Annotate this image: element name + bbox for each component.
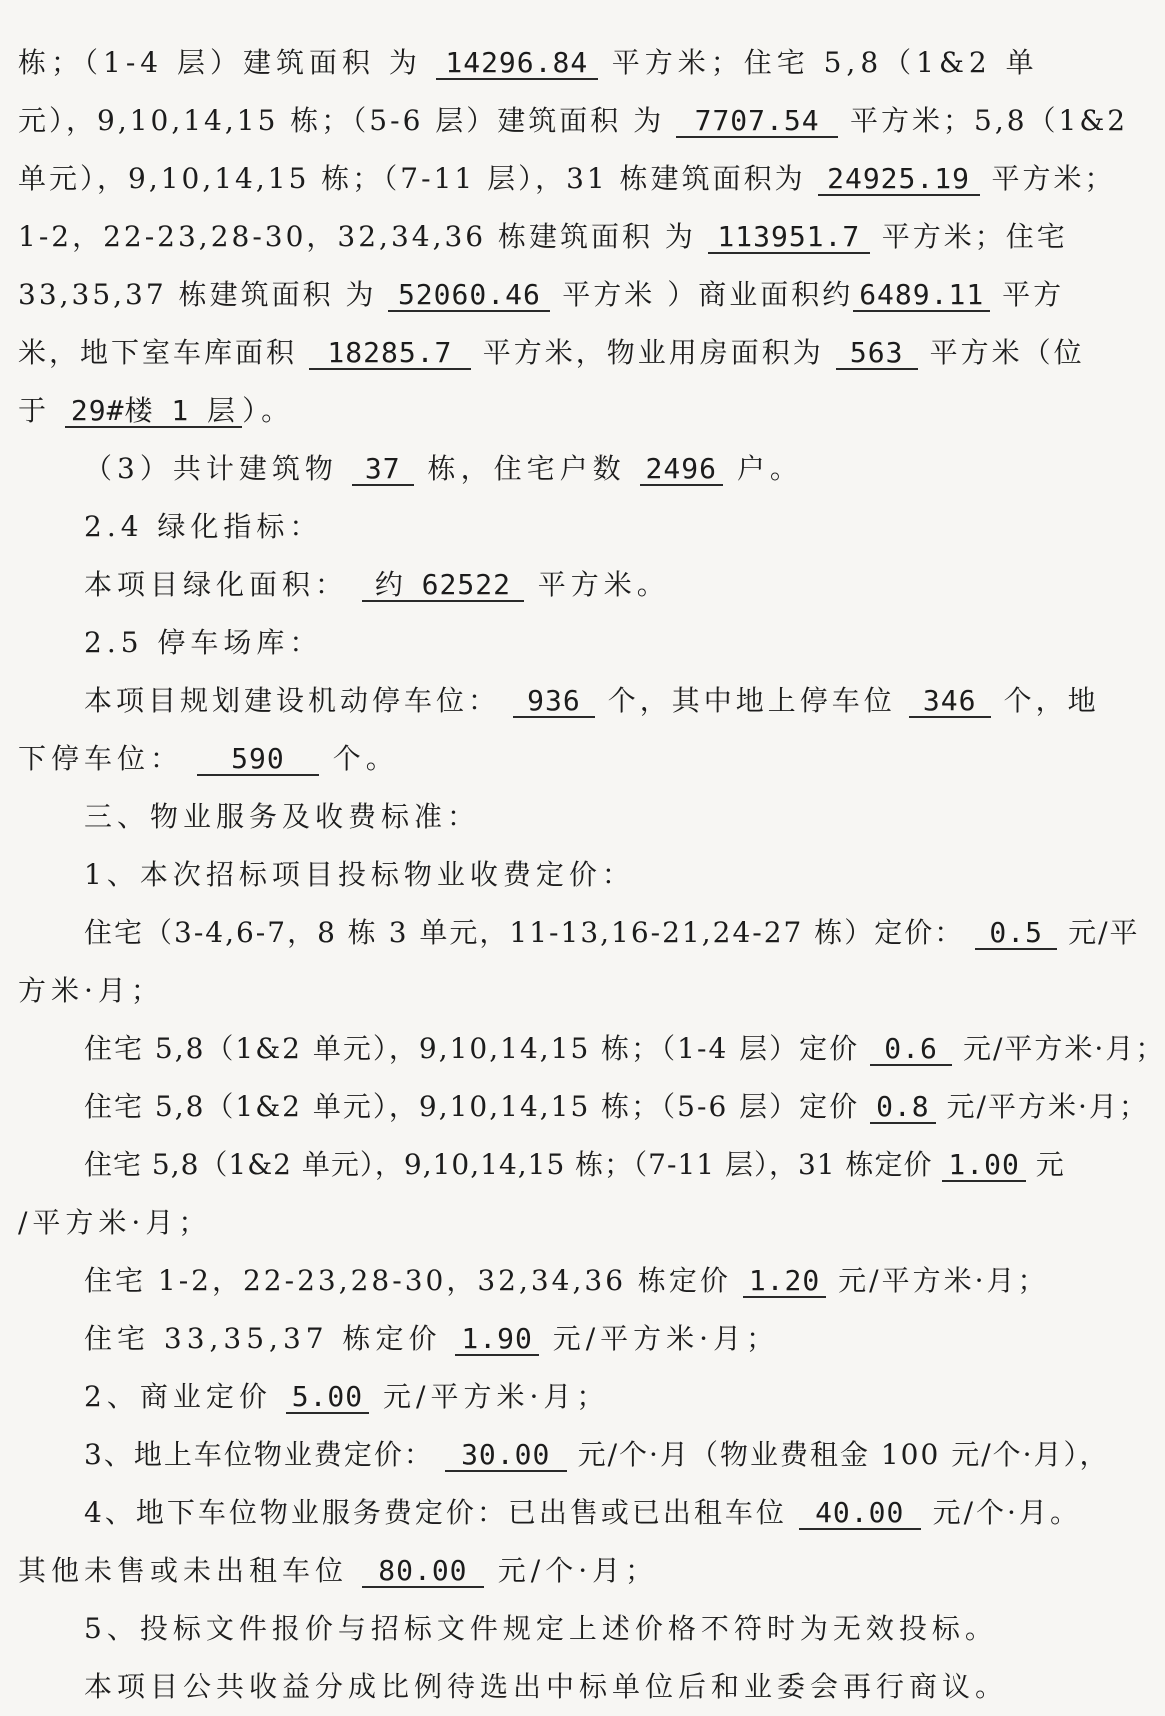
text-segment: 住宅 5,8（1&2 单元），9,10,14,15 栋；（5-6 层）定价 [84,1090,871,1123]
text-segment: ）。 [242,394,295,427]
text-segment: 栋；（1-4 层）建筑面积 为 [18,46,436,79]
filled-value: 40.00 [799,1498,921,1530]
filled-value: 936 [513,686,595,718]
text-line-1 [18,34,1066,92]
filled-value: 30.00 [445,1440,567,1472]
text-segment: 1、本次招标项目投标物业收费定价： [84,858,635,891]
text-segment: 元/个·月。 [920,1496,1081,1529]
filled-value: 14296.84 [436,48,598,80]
text-segment: 2、商业定价 [84,1380,286,1413]
text-line-5 [18,266,1066,324]
section-heading-greening [18,498,1066,556]
text-segment: 下停车位： [18,742,197,775]
filled-value: 0.6 [870,1034,952,1066]
text-line-fee-1-cont [18,962,1066,1020]
filled-value: 0.5 [975,918,1057,950]
text-line-fee-2 [18,1020,1165,1078]
text-line-commercial-fee [18,1368,1066,1426]
filled-value: 24925.19 [818,164,980,196]
filled-value: 5.00 [286,1382,369,1414]
text-line-invalid-bid [18,1600,1066,1658]
text-line-underground-fee [18,1484,1081,1542]
text-segment: 平方 [990,278,1065,311]
text-line-greening-area [18,556,1066,614]
text-segment: 个。 [318,742,399,775]
text-segment: 平方米；住宅 5,8（1&2 单 [597,46,1039,79]
filled-value: 113951.7 [708,222,870,254]
text-segment: 平方米；住宅 [869,220,1068,253]
filled-value: 346 [909,686,991,718]
text-line-fee-3 [18,1078,1149,1136]
filled-value: 1.90 [455,1324,538,1356]
text-segment: 住宅 5,8（1&2 单元），9,10,14,15 栋；（1-4 层）定价 [84,1032,871,1065]
text-segment: 元/平方米·月； [935,1090,1149,1123]
text-segment: 个，地 [990,684,1100,717]
text-line-fee-intro [18,846,1066,904]
filled-value: 18285.7 [309,338,471,370]
text-segment: 米，地下室车库面积 [18,336,309,369]
filled-value: 80.00 [362,1556,484,1588]
text-segment: 户。 [722,452,803,485]
filled-value: 563 [836,338,918,370]
text-line-fee-5 [18,1252,1066,1310]
text-segment: 4、地下车位物业服务费定价：已出售或已出租车位 [84,1496,799,1529]
text-line-parking-total [18,672,1100,730]
text-segment: 平方米，物业用房面积为 [470,336,836,369]
text-segment: 本项目公共收益分成比例待选出中标单位后和业委会再行商议。 [84,1670,1009,1703]
text-segment: 住宅 5,8（1&2 单元），9,10,14,15 栋；（7-11 层），31 栋定价 [84,1148,943,1181]
filled-value: 37 [352,454,414,486]
filled-value: 29#楼 1 层 [65,396,242,428]
text-segment: 其他未售或未出租车位 [18,1554,362,1587]
text-segment: 住宅 33,35,37 栋定价 [84,1322,456,1355]
filled-value: 52060.46 [388,280,550,312]
text-segment: 元/平方米·月； [538,1322,780,1355]
text-line-fee-1 [18,904,1140,962]
text-segment: 本项目绿化面积： [84,568,362,601]
text-segment: /平方米·月； [18,1206,212,1239]
text-segment: 平方米 ）商业面积约 [550,278,854,311]
text-segment: 33,35,37 栋建筑面积 为 [18,278,389,311]
filled-value: 7707.54 [676,106,838,138]
text-line-fee-4 [18,1136,1066,1194]
text-segment: 元/平 [1057,916,1140,949]
text-segment: 2.5 停车场库： [84,626,323,659]
text-segment: 住宅 1-2，22-23,28-30，32,34,36 栋定价 [84,1264,743,1297]
text-line-public-revenue [18,1658,1066,1716]
text-segment: 本项目规划建设机动停车位： [84,684,513,717]
text-line-4 [18,208,1066,266]
text-segment: 5、投标文件报价与招标文件规定上述价格不符时为无效投标。 [84,1612,998,1645]
filled-value: 约 62522 [362,570,524,602]
filled-value: 1.00 [942,1150,1025,1182]
text-line-above-ground-fee [18,1426,1110,1484]
text-segment: 2.4 绿化指标： [84,510,323,543]
text-segment: 于 [18,394,65,427]
filled-value: 590 [197,744,319,776]
text-line-fee-4-cont [18,1194,1066,1252]
text-segment: 单元），9,10,14,15 栋；（7-11 层），31 栋建筑面积为 [18,162,818,195]
text-segment: 元/平方米·月； [369,1380,610,1413]
text-segment: 平方米（位 [917,336,1085,369]
text-line-6 [18,324,1085,382]
text-segment: 栋，住宅户数 [413,452,640,485]
section-heading-parking [18,614,1066,672]
text-line-parking-underground [18,730,1066,788]
text-segment: 三、物业服务及收费标准： [84,800,481,833]
text-segment: 平方米；5,8（1&2 [838,104,1129,137]
filled-value: 2496 [640,454,723,486]
text-line-3 [18,150,1116,208]
text-segment: 平方米； [979,162,1116,195]
text-line-fee-6 [18,1310,1066,1368]
text-line-8 [18,440,1066,498]
text-segment: 元），9,10,14,15 栋；（5-6 层）建筑面积 为 [18,104,677,137]
text-segment: 方米·月； [18,974,164,1007]
text-segment: 3、地上车位物业费定价： [84,1438,445,1471]
text-segment: 住宅（3-4,6-7，8 栋 3 单元，11-13,16-21,24-27 栋）定价： [84,916,976,949]
text-segment: 元/个·月（物业费租金 100 元/个·月）， [566,1438,1110,1471]
text-segment: 个，其中地上停车位 [594,684,909,717]
filled-value: 0.8 [870,1092,936,1124]
text-line-7 [18,382,1066,440]
text-segment: 元 [1025,1148,1065,1181]
text-segment: 元/个·月； [483,1554,659,1587]
text-segment: 1-2，22-23,28-30，32,34,36 栋建筑面积 为 [18,220,708,253]
text-line-underground-fee-cont [18,1542,1066,1600]
text-segment: 元/平方米·月； [826,1264,1049,1297]
section-heading-fees [18,788,1066,846]
filled-value: 6489.11 [853,280,990,312]
text-segment: 平方米。 [523,568,670,601]
filled-value: 1.20 [743,1266,826,1298]
text-segment: 元/平方米·月； [952,1032,1165,1065]
text-segment: （3）共计建筑物 [84,452,352,485]
text-line-2 [18,92,1129,150]
